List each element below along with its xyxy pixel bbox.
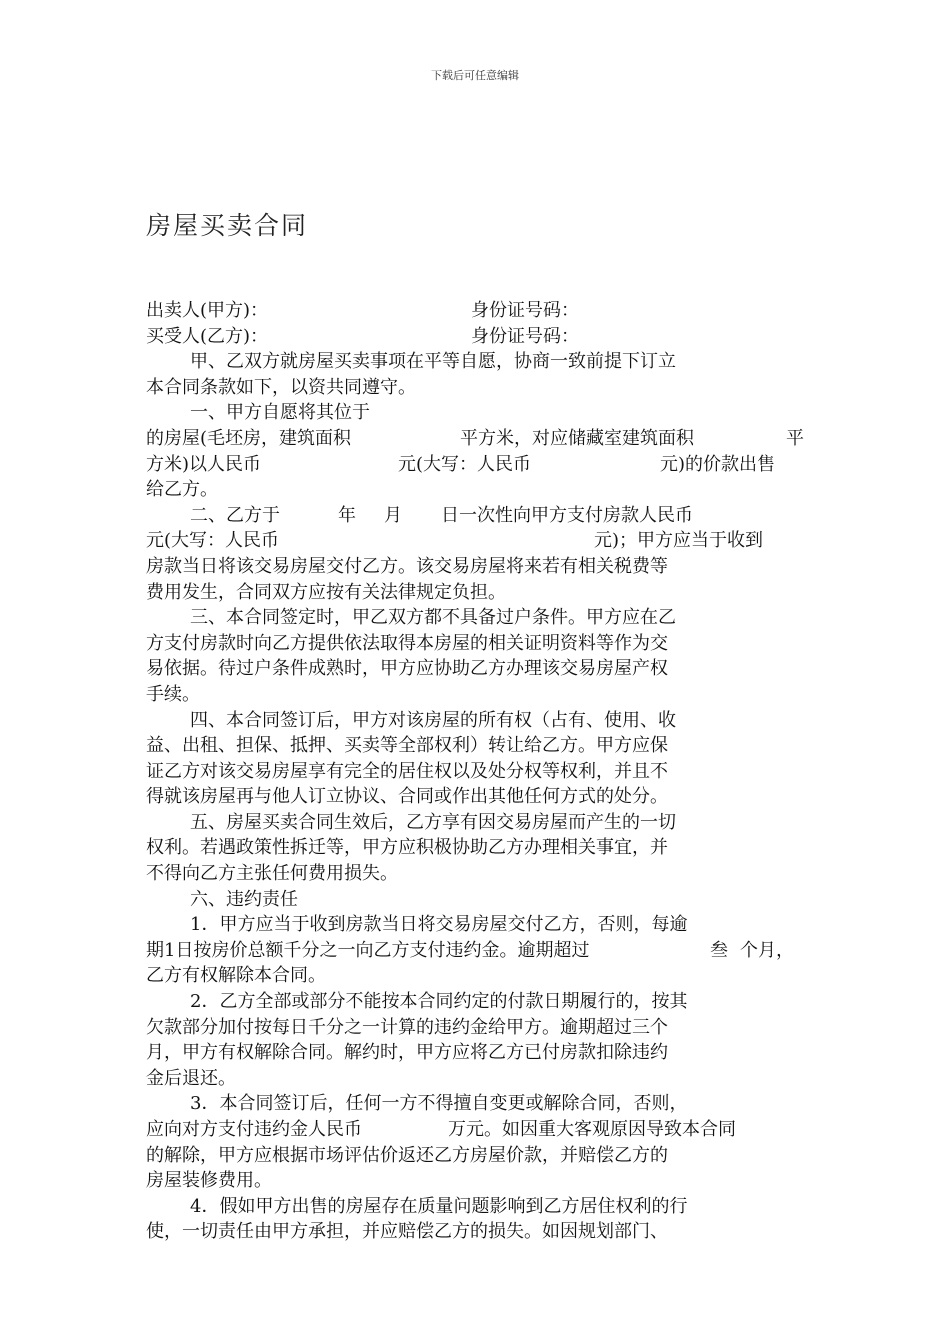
text-segment: 益、出租、担保、抵押、买卖等全部权利）转让给乙方。甲方应保 <box>146 735 668 757</box>
clause-3-line <box>146 682 808 708</box>
text-segment: 证乙方对该交易房屋享有完全的居住权以及处分权等权利，并且不 <box>146 760 668 782</box>
text-segment: 4．假如甲方出售的房屋存在质量问题影响到乙方居住权利的行 <box>190 1195 688 1217</box>
clause-5-line <box>146 835 808 861</box>
clause-2-line <box>146 580 808 606</box>
text-segment: 房款当日将该交易房屋交付乙方。该交易房屋将来若有相关税费等 <box>146 555 668 577</box>
clause-1-line <box>146 400 808 426</box>
text-segment: 元)；甲方应当于收到 <box>594 530 764 552</box>
clause-5-line <box>146 861 808 887</box>
text-segment: 的房屋(毛坯房，建筑面积 <box>146 427 352 449</box>
text-segment: 二、乙方于 <box>190 504 280 526</box>
clause-4-line <box>146 759 808 785</box>
clause-3-line <box>146 631 808 657</box>
penalty-1-line <box>146 938 808 964</box>
text-segment: 1．甲方应当于收到房款当日将交易房屋交付乙方，否则，每逾 <box>190 914 688 936</box>
clause-2-line <box>146 554 808 580</box>
header-note: 下载后可任意编辑 <box>431 69 519 82</box>
text-segment: 易依据。待过户条件成熟时，甲方应协助乙方办理该交易房屋产权 <box>146 658 668 680</box>
text-segment: 平方米，对应储藏室建筑面积 <box>460 427 694 449</box>
clause-4-line <box>146 784 808 810</box>
penalty-2-line <box>146 1015 808 1041</box>
clause-1-line <box>146 426 808 452</box>
penalty-2-line <box>146 1040 808 1066</box>
seller-label: 出卖人(甲方)： <box>146 300 269 321</box>
clause-2-line <box>146 503 808 529</box>
text-segment: 日一次性向甲方支付房款人民币 <box>441 504 693 526</box>
text-segment: 月，甲方有权解除合同。解约时，甲方应将乙方已付房款扣除违约 <box>146 1042 668 1064</box>
text-segment: 四、本合同签订后，甲方对该房屋的所有权（占有、使用、收 <box>190 709 676 731</box>
text-segment: 本合同条款如下，以资共同遵守。 <box>146 376 416 398</box>
text-segment: 方米)以人民币 <box>146 453 262 475</box>
penalty-2-line <box>146 989 808 1015</box>
clause-5-line <box>146 810 808 836</box>
text-segment: 叁 <box>710 939 728 961</box>
penalty-4-line <box>146 1219 808 1245</box>
text-segment: 六、违约责任 <box>190 888 298 910</box>
clause-4-line <box>146 733 808 759</box>
text-segment: 的解除，甲方应根据市场评估价返还乙方房屋价款，并赔偿乙方的 <box>146 1144 668 1166</box>
text-segment: 年 <box>338 504 356 526</box>
text-segment: 元(大写：人民币 <box>398 453 532 475</box>
text-segment: 五、房屋买卖合同生效后，乙方享有因交易房屋而产生的一切 <box>190 811 676 833</box>
clause-2-line <box>146 528 808 554</box>
text-segment: 元(大写：人民币 <box>146 530 280 552</box>
text-segment: 使，一切责任由甲方承担，并应赔偿乙方的损失。如因规划部门、 <box>146 1221 668 1243</box>
text-segment: 得就该房屋再与他人订立协议、合同或作出其他任何方式的处分。 <box>146 786 668 808</box>
text-segment: 月 <box>384 504 402 526</box>
buyer-label: 买受人(乙方)： <box>146 325 269 347</box>
penalty-3-line <box>146 1117 808 1143</box>
seller-id-label: 身份证号码： <box>471 300 579 321</box>
clause-3-line <box>146 656 808 682</box>
text-segment: 万元。如因重大客观原因导致本合同 <box>448 1119 736 1140</box>
penalty-3-line <box>146 1168 808 1194</box>
text-segment: 2．乙方全部或部分不能按本合同约定的付款日期履行的，按其 <box>190 991 688 1013</box>
page-title: 房屋买卖合同 <box>146 211 309 240</box>
penalty-4-line <box>146 1194 808 1220</box>
penalty-1-line <box>146 912 808 938</box>
penalty-3-line <box>146 1091 808 1117</box>
text-segment: 3．本合同签订后，任何一方不得擅自变更或解除合同，否则， <box>190 1093 688 1115</box>
text-segment: 甲、乙双方就房屋买卖事项在平等自愿，协商一致前提下订立 <box>190 351 676 373</box>
text-segment: 手续。 <box>146 683 200 705</box>
penalty-1-line <box>146 963 808 989</box>
text-segment: 欠款部分加付按每日千分之一计算的违约金给甲方。逾期超过三个 <box>146 1016 668 1038</box>
penalty-3-line <box>146 1143 808 1169</box>
text-segment: 费用发生，合同双方应按有关法律规定负担。 <box>146 581 506 603</box>
text-segment: 应向对方支付违约金人民币 <box>146 1119 362 1140</box>
text-segment: 乙方有权解除本合同。 <box>146 965 326 987</box>
buyer-id-label: 身份证号码： <box>471 325 579 347</box>
paragraph-line <box>146 375 808 401</box>
text-segment: 平 <box>786 427 804 449</box>
text-segment: 权利。若遇政策性拆迁等，甲方应积极协助乙方办理相关事宜，并 <box>146 837 668 859</box>
text-segment: 元)的价款出售 <box>660 453 776 475</box>
clause-3-line <box>146 605 808 631</box>
text-segment: 三、本合同签定时，甲乙双方都不具备过户条件。甲方应在乙 <box>190 607 676 629</box>
seller-row <box>146 298 808 324</box>
buyer-row <box>146 324 808 350</box>
contract-body <box>146 298 808 1245</box>
clause-6-heading <box>146 887 808 913</box>
text-segment: 个月， <box>740 939 794 961</box>
clause-4-line <box>146 708 808 734</box>
text-segment: 房屋装修费用。 <box>146 1170 272 1192</box>
clause-1-line <box>146 452 808 478</box>
clause-1-line <box>146 477 808 503</box>
text-segment: 方支付房款时向乙方提供依法取得本房屋的相关证明资料等作为交 <box>146 632 668 654</box>
text-segment: 不得向乙方主张任何费用损失。 <box>146 863 398 885</box>
text-segment: 期1日按房价总额千分之一向乙方支付违约金。逾期超过 <box>146 939 590 961</box>
paragraph-line <box>146 349 808 375</box>
text-segment: 一、甲方自愿将其位于 <box>190 402 370 424</box>
penalty-2-line <box>146 1066 808 1092</box>
text-segment: 给乙方。 <box>146 479 218 501</box>
text-segment: 金后退还。 <box>146 1067 236 1089</box>
